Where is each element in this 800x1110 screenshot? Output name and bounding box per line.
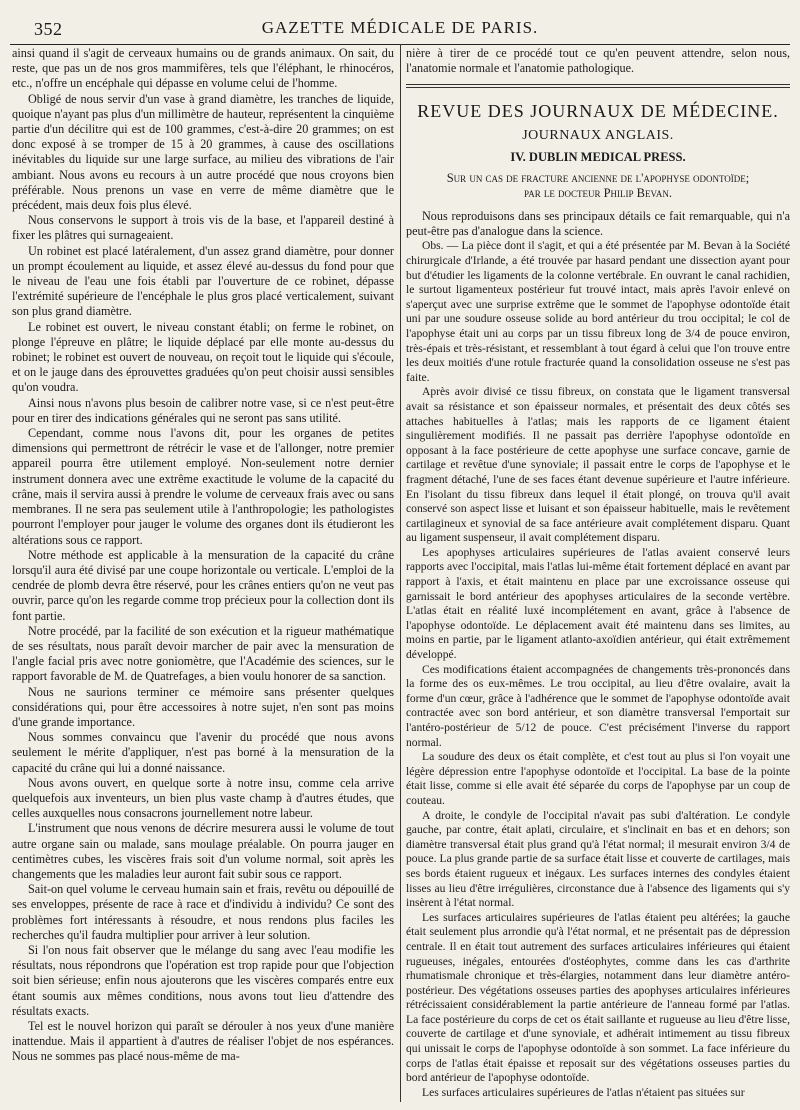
paragraph: ainsi quand il s'agit de cerveaux humains ou de grands animaux. On sait, du reste, que pas un de nos gros mammifères, tels que l'éléphant, le rhinocéros, etc., n'offre un encéphale qui dépasse en volume celui de l'homme. <box>12 46 394 91</box>
paragraph: Nous avons ouvert, en quelque sorte à notre insu, comme cela arrive quelquefois aux inventeurs, un bien plus vaste champ à d'autres études, que celles auxquelles nous consacrons journellement notre labeur. <box>12 775 394 821</box>
paragraph: Sait-on quel volume le cerveau humain sain et frais, revêtu ou dépouillé de ses enveloppes, présente de race à race et d'individu à individu? Ce sont des problèmes fort intéressants à résoudre, et nous rendons plus faciles les recherches qu'il faudra multiplier pour arriver à leur solution. <box>12 882 394 942</box>
paragraph: Notre méthode est applicable à la mensuration de la capacité du crâne lorsqu'il aura été divisé par une coupe horizontale ou verticale. L'emploi de la cendrée de plomb devra être réservé, pour les crânes entiers qu'on ne veut pas ouvrir, parce qu'on les regarde comme trop précieux pour la collection dont ils font partie. <box>12 547 394 623</box>
journal-title: GAZETTE MÉDICALE DE PARIS. <box>261 18 539 37</box>
paragraph: Ces modifications étaient accompagnées de changements très-prononcés dans la forme des os eux-mêmes. Le trou occipital, au lieu d'être ovalaire, avait la forme d'un cœur, grâce à l'adhérence que le sommet de l'apophyse odontoïde avait contractée avec son bord antérieur, et son diamètre transversal l'emportait sur l'antéro-postérieur de 5/12 de pouce. C'est précisément l'inverse du rapport normal. <box>406 662 790 749</box>
continuation-paragraph: nière à tirer de ce procédé tout ce qu'en peuvent attendre, selon nous, l'anatomie normale et l'anatomie pathologique. <box>406 46 790 76</box>
rubric-subtitle: JOURNAUX ANGLAIS. <box>522 127 674 143</box>
paragraph: Obs. — La pièce dont il s'agit, et qui a été présentée par M. Bevan à la Société chirurgicale d'Irlande, a été trouvée par hasard pendant une dissection ayant pour but d'étudier les ligaments de la colonne vertébrale. En ouvrant le canal rachidien, le surtout ligamenteux postérieur fut trouvé intact, mais après l'avoir enlevé on s'aperçut avec une surprise extrême que le sommet de l'apophyse odontoïde était uni par une soudure osseuse solide au bord antérieur du trou occipital; le col de l'apophyse était uni au corps par un tissu fibreux long de 3/4 de pouce environ, très-épais et très-résistant, et ressemblant à tout égard à celui que l'on trouve entre les deux moitiés d'une rotule fracturée quand la consolidation osseuse ne s'est pas faite. <box>406 239 790 384</box>
rubric-title: REVUE DES JOURNAUX DE MÉDECINE. <box>417 101 779 122</box>
paragraph: La soudure des deux os était complète, et c'est tout au plus si l'on voyait une légère dépression entre l'apophyse odontoïde et l'occipital. La base de la pointe était lisse, comme si elle avait été séparée du corps de l'apophyse par un coup de couteau. <box>406 750 790 807</box>
article-intro: Nous reproduisons dans ses principaux détails ce fait remarquable, qui n'a peut-être pas d'analogue dans la science. <box>406 209 790 239</box>
paragraph: Obligé de nous servir d'un vase à grand diamètre, les tranches de liquide, quoique n'ayant pas plus d'un millimètre de hauteur, représentent la cinquième partie d'un décilitre qui est de 100 grammes, c'est-à-dire 20 grammes; on est donc exposé à se tromper de 15 à 20 grammes, à cause des oscillations inévitables du liquide sur une large surface, au milieu des vibrations de l'air ambiant. Nous avons eu recours à un autre procédé que nous croyons bien préférable. Nous prenons un vase en verre de même diamètre que le précédent, mais deux fois plus élevé. <box>12 91 394 213</box>
paragraph: Un robinet est placé latéralement, d'un assez grand diamètre, pour donner un prompt écoulement au liquide, et assez élevé au-dessus du fond pour que le niveau de l'eau une fois établi par l'ouverture de ce robinet, dépasse l'extrémité supérieure de l'encéphale le plus gros placé verticalement, suivant son plus grand diamètre. <box>12 243 394 319</box>
page-header <box>10 8 790 45</box>
page-number: 352 <box>34 19 63 39</box>
paragraph: L'instrument que nous venons de décrire mesurera aussi le volume de tout autre organe sain ou malade, sans moulage préalable. On pourra jauger en centimètres cubes, les viscères frais soit d'un volume normal, soit après les changements que les maladies leur auront fait subir sous ce rapport. <box>12 821 394 881</box>
right-column <box>406 46 790 1104</box>
paragraph: Tel est le nouvel horizon qui paraît se dérouler à nos yeux d'une manière inattendue. Mais il appartient à d'autres de réaliser l'objet de nos espérances. Nous ne sommes pas placé nous-même de ma- <box>12 1019 394 1064</box>
article-body <box>406 239 790 1100</box>
article-title-line: Sur un cas de fracture ancienne de l'apophyse odontoïde; <box>446 171 750 186</box>
journal-name: IV. DUBLIN MEDICAL PRESS. <box>510 149 686 164</box>
article-title <box>406 171 790 201</box>
left-column <box>12 46 394 1104</box>
column-divider <box>400 44 401 1102</box>
paragraph: Nous ne saurions terminer ce mémoire sans présenter quelques considérations qui, pour être accessoires à notre sujet, n'en sont pas moins d'une grande importance. <box>12 684 394 729</box>
paragraph: Cependant, comme nous l'avons dit, pour les organes de petites dimensions qui permettront de rétrécir le vase et de l'allonger, notre premier appareil pourra être utilement employé. Non-seulement notre dernier instrument donnera avec une extrême exactitude le volume de la capacité du crâne, mais il servira aussi à prendre le volume de cerveaux frais avec ou sans membranes. Il ne sera pas seulement utile à l'anthropologie; les pathologistes pourront l'employer pour jauger le volume des organes dont ils étudieront les altérations sous ce rapport. <box>12 426 394 547</box>
article-author-line: par le docteur Philip Bevan. <box>524 186 672 201</box>
section-separator <box>406 84 790 88</box>
paragraph: Les surfaces articulaires supérieures de l'atlas étaient peu altérées; la gauche était seulement plus arrondie qu'à l'état normal, et ne présentait pas de dépression centrale. Il en était tout autrement des surfaces articulaires inférieures qui étaient rugueuses, inégales, entourées d'ostéophytes, comme dans les cas d'arthrite rhumatismale chronique et très-élargies, notamment dans leur diamètre antéro-postérieur. Des végétations osseuses parties des apophyses articulaires inférieures rétrécissaient considérablement la partie antérieure de l'anneau formé par l'atlas. La face postérieure du corps de cet os était saillante et rugueuse au lieu d'être lisse, couverte de cartilage et d'une synoviale, et adhérait intimement au tissu fibreux qui unissait le corps de l'apophyse odontoïde à son sommet. La face inférieure du corps de l'atlas était épaisse et reposait sur des végétations osseuses parties du bord antérieur de l'apophyse odontoïde. <box>406 910 790 1085</box>
paragraph: Si l'on nous fait observer que le mélange du sang avec l'eau modifie les résultats, nous répondrons que l'opération est trop rapide pour que l'objection soit bien sérieuse; enfin nous ajouterons que les viscères comparés entre eux étant soumis aux mêmes conditions, nous avons tout lieu d'attendre des résultats exacts. <box>12 942 394 1018</box>
paragraph: Nous sommes convaincu que l'avenir du procédé que nous avons seulement le mérite d'appliquer, n'est pas borné à la mensuration de la capacité du crâne qui lui a donné naissance. <box>12 730 394 775</box>
paragraph: Nous conservons le support à trois vis de la base, et l'appareil destiné à fixer les plâtres qui surnageaient. <box>12 213 394 243</box>
paragraph: Après avoir divisé ce tissu fibreux, on constata que le ligament transversal avait sa résistance et son épaisseur normales, et présentait des deux côtés ses attaches habituelles à l'atlas; mais les rapports de ce ligament étaient singulièrement modifiés. Il ne passait pas derrière l'apophyse odontoïde en opposant à la face postérieure de cette apophyse une surface concave, garnie de cartilage et revêtue d'une synoviale; il passait entre le corps de l'apophyse et le fragment détaché, l'une de ses faces étant devenue supérieure et l'autre inférieure. En l'isolant du tissu fibreux dans lequel il était plongé, on trouva qu'il avait conservé son aspect lisse et luisant et son épaisseur habituelle, mais le revêtement cartilagineux et synovial de sa face antérieure avait complétement disparu. Quant au ligament suspenseur, il avait complétement disparu. <box>406 385 790 545</box>
paragraph: Ainsi nous n'avons plus besoin de calibrer notre vase, si ce n'est peut-être pour en tirer des indications générales qui ne seront pas sans utilité. <box>12 395 394 425</box>
paragraph: Les surfaces articulaires supérieures de l'atlas n'étaient pas situées sur <box>422 1085 745 1099</box>
paragraph: Le robinet est ouvert, le niveau constant établi; on ferme le robinet, on plonge l'épreuve en plâtre; le liquide déplacé par elle monte au-dessus du robinet; le robinet est ouvert de nouveau, on reçoit tout le liquide qui s'écoule, et on le jauge dans des éprouvettes graduées qu'on peut choisir aussi sensibles qu'on voudra. <box>12 319 394 395</box>
paragraph: Les apophyses articulaires supérieures de l'atlas avaient conservé leurs rapports avec l'occipital, mais l'atlas lui-même était fortement déplacé en avant par rapport à l'axis, et était maintenu en place par une excroissance osseuse qui garnissait le bord antérieur des apophyses articulaires de la seconde vertèbre. L'atlas était en réalité luxé incomplétement en avant, grâce à l'absence de l'apophyse odontoïde. Le déplacement avait été maintenu dans ses limites, au moins en partie, par le ligament atlanto-axoïdien antérieur, qui était extrêmement développé. <box>406 545 790 662</box>
paragraph: A droite, le condyle de l'occipital n'avait pas subi d'altération. Le condyle gauche, par contre, était aplati, circulaire, et s'inclinait en bas et en dehors; son diamètre transversal était plus grand qu'à l'état normal; il mesurait environ 3/4 de pouce. La plus grande partie de sa surface était lisse et couverte de cartilages, mais ses bords étaient rugueux et inégaux. Les surfaces internes des condyles étaient lisses au lieu d'être irrégulières, circonstance due à l'absence des ligaments qui s'y insèrent à l'état normal. <box>406 808 790 910</box>
paragraph: Notre procédé, par la facilité de son exécution et la rigueur mathématique de ses résultats, nous paraît devoir marcher de pair avec la mensuration de l'angle facial pris avec notre goniomètre, que l'Académie des sciences, sur le rapport favorable de M. de Quatrefages, a bien voulu honorer de sa sanction. <box>12 623 394 684</box>
